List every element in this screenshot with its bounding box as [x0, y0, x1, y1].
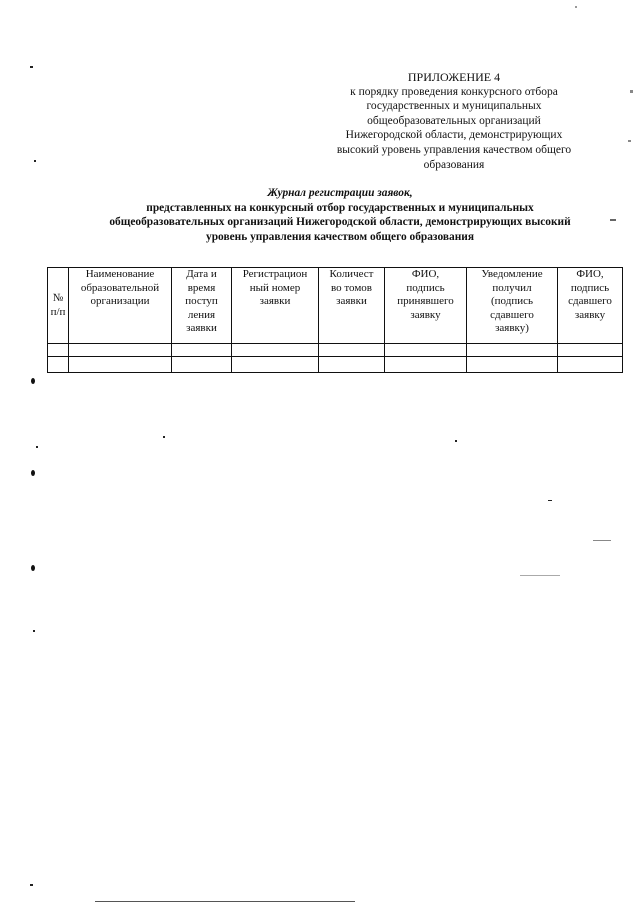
- header-text-line: заявку): [495, 322, 529, 335]
- header-cell-notification: [467, 268, 558, 344]
- journal-subtitle-line: уровень управления качеством общего образования: [206, 230, 474, 243]
- table-cell[interactable]: [69, 357, 172, 373]
- scan-speck: [630, 90, 633, 93]
- header-cell-receiver: [385, 268, 467, 344]
- header-text-line: заявки: [336, 295, 367, 308]
- header-text-line: ФИО,: [576, 268, 604, 280]
- scan-speck: [520, 575, 560, 576]
- header-text-line: заявки: [259, 295, 291, 308]
- scan-speck: [36, 446, 38, 448]
- appendix-line: к порядку проведения конкурсного отбора: [350, 85, 558, 98]
- appendix-heading: ПРИЛОЖЕНИЕ 4: [407, 70, 501, 84]
- header-text-line: Наименование: [85, 268, 155, 280]
- header-text-line: образовательной: [80, 281, 160, 294]
- header-text-line: время: [187, 281, 216, 294]
- scan-speck: [610, 219, 616, 221]
- punch-mark: [31, 565, 35, 571]
- table-cell[interactable]: [232, 357, 319, 373]
- journal-title: Журнал регистрации заявок,: [267, 187, 413, 199]
- journal-subtitle-line: общеобразовательных организаций Нижегородской области, демонстрирующих высокий: [109, 216, 571, 229]
- header-text-line: сдавшего: [490, 308, 534, 321]
- scan-speck: [455, 440, 457, 442]
- header-text-line: Регистрацион: [242, 268, 308, 280]
- scan-speck: [575, 6, 577, 8]
- header-text-line: получил: [492, 281, 532, 294]
- appendix-block: [318, 70, 590, 172]
- header-text-line: ления: [187, 308, 216, 321]
- header-text-line: Количест: [329, 268, 374, 280]
- table-cell[interactable]: [48, 357, 69, 373]
- appendix-line: высокий уровень управления качеством общего: [336, 143, 572, 156]
- bottom-edge-line: [95, 901, 355, 902]
- header-text-line: подпись: [406, 281, 445, 294]
- header-text-line: принявшего: [397, 295, 454, 308]
- scan-speck: [34, 160, 36, 162]
- scan-speck: [33, 630, 35, 632]
- header-text-line: сдавшего: [568, 295, 612, 308]
- header-cell-date-time: [172, 268, 232, 344]
- appendix-line: общеобразовательных организаций: [367, 114, 541, 127]
- header-text-line: Дата и: [186, 268, 217, 280]
- scan-speck: [163, 436, 165, 438]
- table-cell[interactable]: [172, 357, 232, 373]
- header-cell-volumes: [319, 268, 385, 344]
- header-text-line: организации: [90, 295, 150, 308]
- journal-subtitle-line: представленных на конкурсный отбор государственных и муниципальных: [146, 201, 534, 214]
- header-cell-number: [48, 268, 69, 344]
- header-text-line: ФИО,: [411, 268, 440, 280]
- punch-mark: [31, 378, 35, 384]
- punch-mark: [31, 470, 35, 476]
- table-cell[interactable]: [319, 357, 385, 373]
- table-cell[interactable]: [558, 344, 623, 357]
- header-text-line: п/п: [50, 305, 66, 318]
- appendix-line: образования: [423, 158, 485, 171]
- table-cell[interactable]: [319, 344, 385, 357]
- appendix-line: государственных и муниципальных: [366, 100, 542, 113]
- header-text-line: во томов: [331, 281, 372, 294]
- table-cell[interactable]: [385, 344, 467, 357]
- scan-speck: [548, 500, 552, 501]
- table-cell[interactable]: [48, 344, 69, 357]
- header-cell-reg-number: [232, 268, 319, 344]
- table-cell[interactable]: [467, 357, 558, 373]
- registration-table: [47, 267, 623, 373]
- appendix-line: Нижегородской области, демонстрирующих: [345, 129, 563, 142]
- table-cell[interactable]: [232, 344, 319, 357]
- scan-speck: [30, 66, 33, 68]
- table-cell[interactable]: [172, 344, 232, 357]
- table-row: [48, 357, 623, 373]
- header-text-line: поступ: [185, 295, 218, 308]
- header-text-line: заявку: [574, 308, 606, 321]
- scan-speck: [593, 540, 611, 541]
- table-cell[interactable]: [385, 357, 467, 373]
- table-header-row: [48, 268, 623, 344]
- table-cell[interactable]: [69, 344, 172, 357]
- header-text-line: Уведомление: [481, 268, 543, 280]
- header-cell-submitter: [558, 268, 623, 344]
- header-text-line: подпись: [570, 281, 610, 294]
- scan-speck: [30, 884, 33, 886]
- header-text-line: заявки: [186, 322, 217, 335]
- scan-speck: [628, 140, 631, 142]
- header-text-line: заявку: [410, 308, 441, 321]
- header-text-line: №: [52, 291, 64, 304]
- header-text-line: ный номер: [249, 281, 301, 294]
- header-cell-organization: [69, 268, 172, 344]
- table-cell[interactable]: [558, 357, 623, 373]
- journal-heading-block: [70, 186, 610, 244]
- table-row: [48, 344, 623, 357]
- table-cell[interactable]: [467, 344, 558, 357]
- header-text-line: (подпись: [490, 295, 533, 308]
